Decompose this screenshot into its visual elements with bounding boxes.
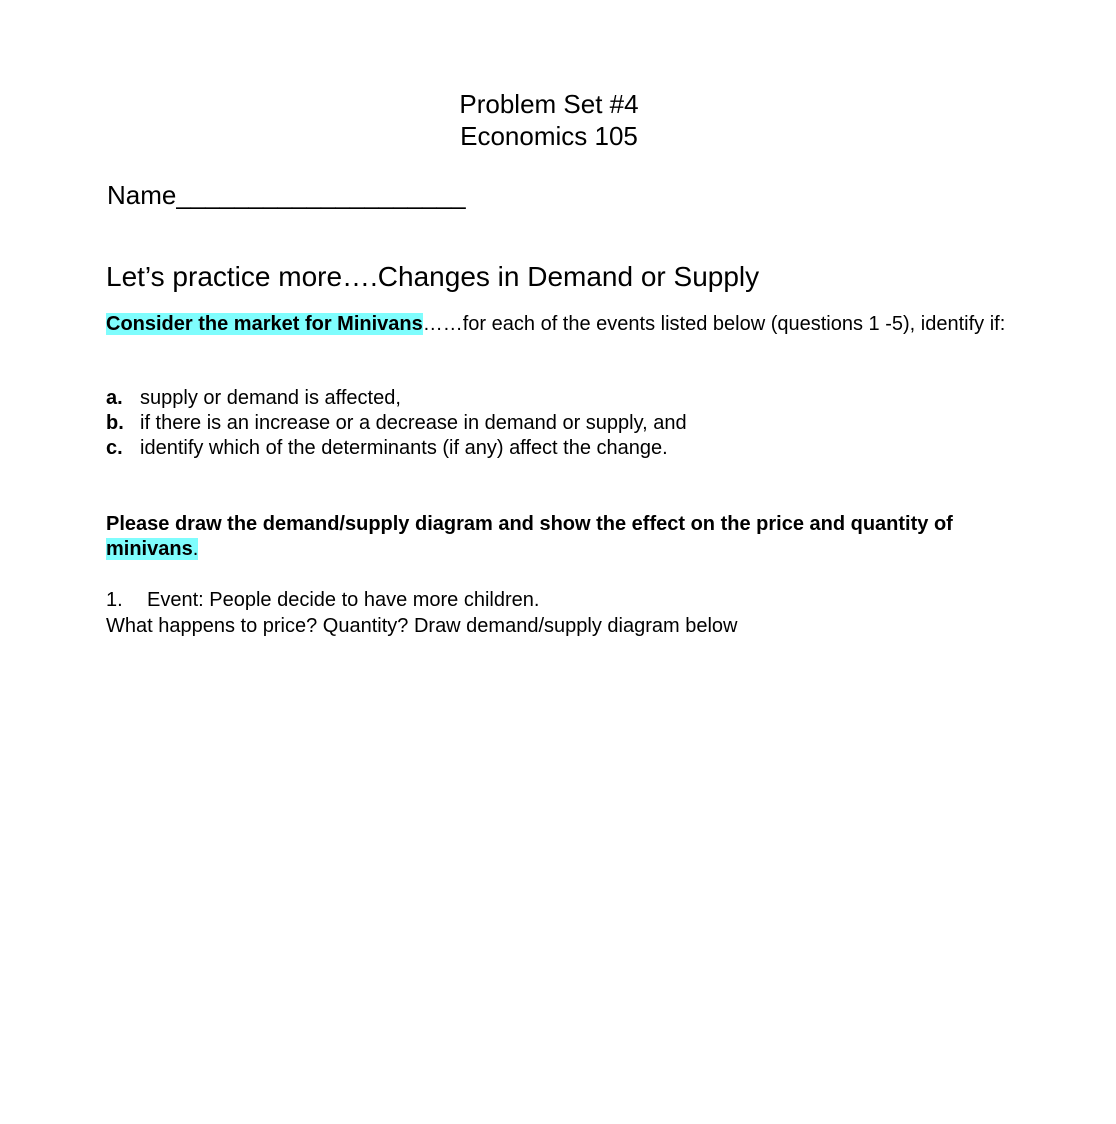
step-text: if there is an increase or a decrease in demand or supply, and [140, 412, 687, 434]
name-blank[interactable]: ____________________ [176, 180, 466, 210]
step-list [106, 386, 1006, 461]
intro-highlight: Consider the market for Minivans [106, 313, 423, 335]
intro-text: ……for each of the events listed below (questions 1 -5), identify if: [422, 313, 1006, 335]
section-heading: Let’s practice more….Changes in Demand or Supply [106, 261, 760, 292]
step-text: identify which of the determinants (if any) affect the change. [140, 437, 668, 459]
instruction-text: Please draw the demand/supply diagram and show the effect on the price and quantity of [106, 513, 953, 535]
instruction-highlight: minivans [106, 538, 193, 560]
question-prompt: What happens to price? Quantity? Draw demand/supply diagram below [106, 615, 738, 637]
question-number: 1. [106, 589, 123, 611]
name-label: Name [107, 180, 177, 210]
step-item [106, 411, 1006, 436]
page-title: Problem Set #4 [459, 89, 639, 119]
step-letter: b. [106, 412, 124, 434]
step-item [106, 386, 1006, 411]
question-event: Event: People decide to have more children. [147, 589, 540, 611]
question-event-row [106, 587, 1006, 613]
question-1 [106, 587, 1006, 639]
step-letter: c. [106, 437, 123, 459]
name-field[interactable] [107, 180, 466, 210]
step-text: supply or demand is affected, [140, 387, 401, 409]
intro-paragraph [106, 312, 1006, 337]
instruction-paragraph [106, 512, 1006, 562]
step-item [106, 436, 1006, 461]
title-block [0, 88, 1098, 152]
step-letter: a. [106, 387, 123, 409]
course-title: Economics 105 [460, 121, 638, 151]
instruction-end: . [192, 538, 199, 560]
